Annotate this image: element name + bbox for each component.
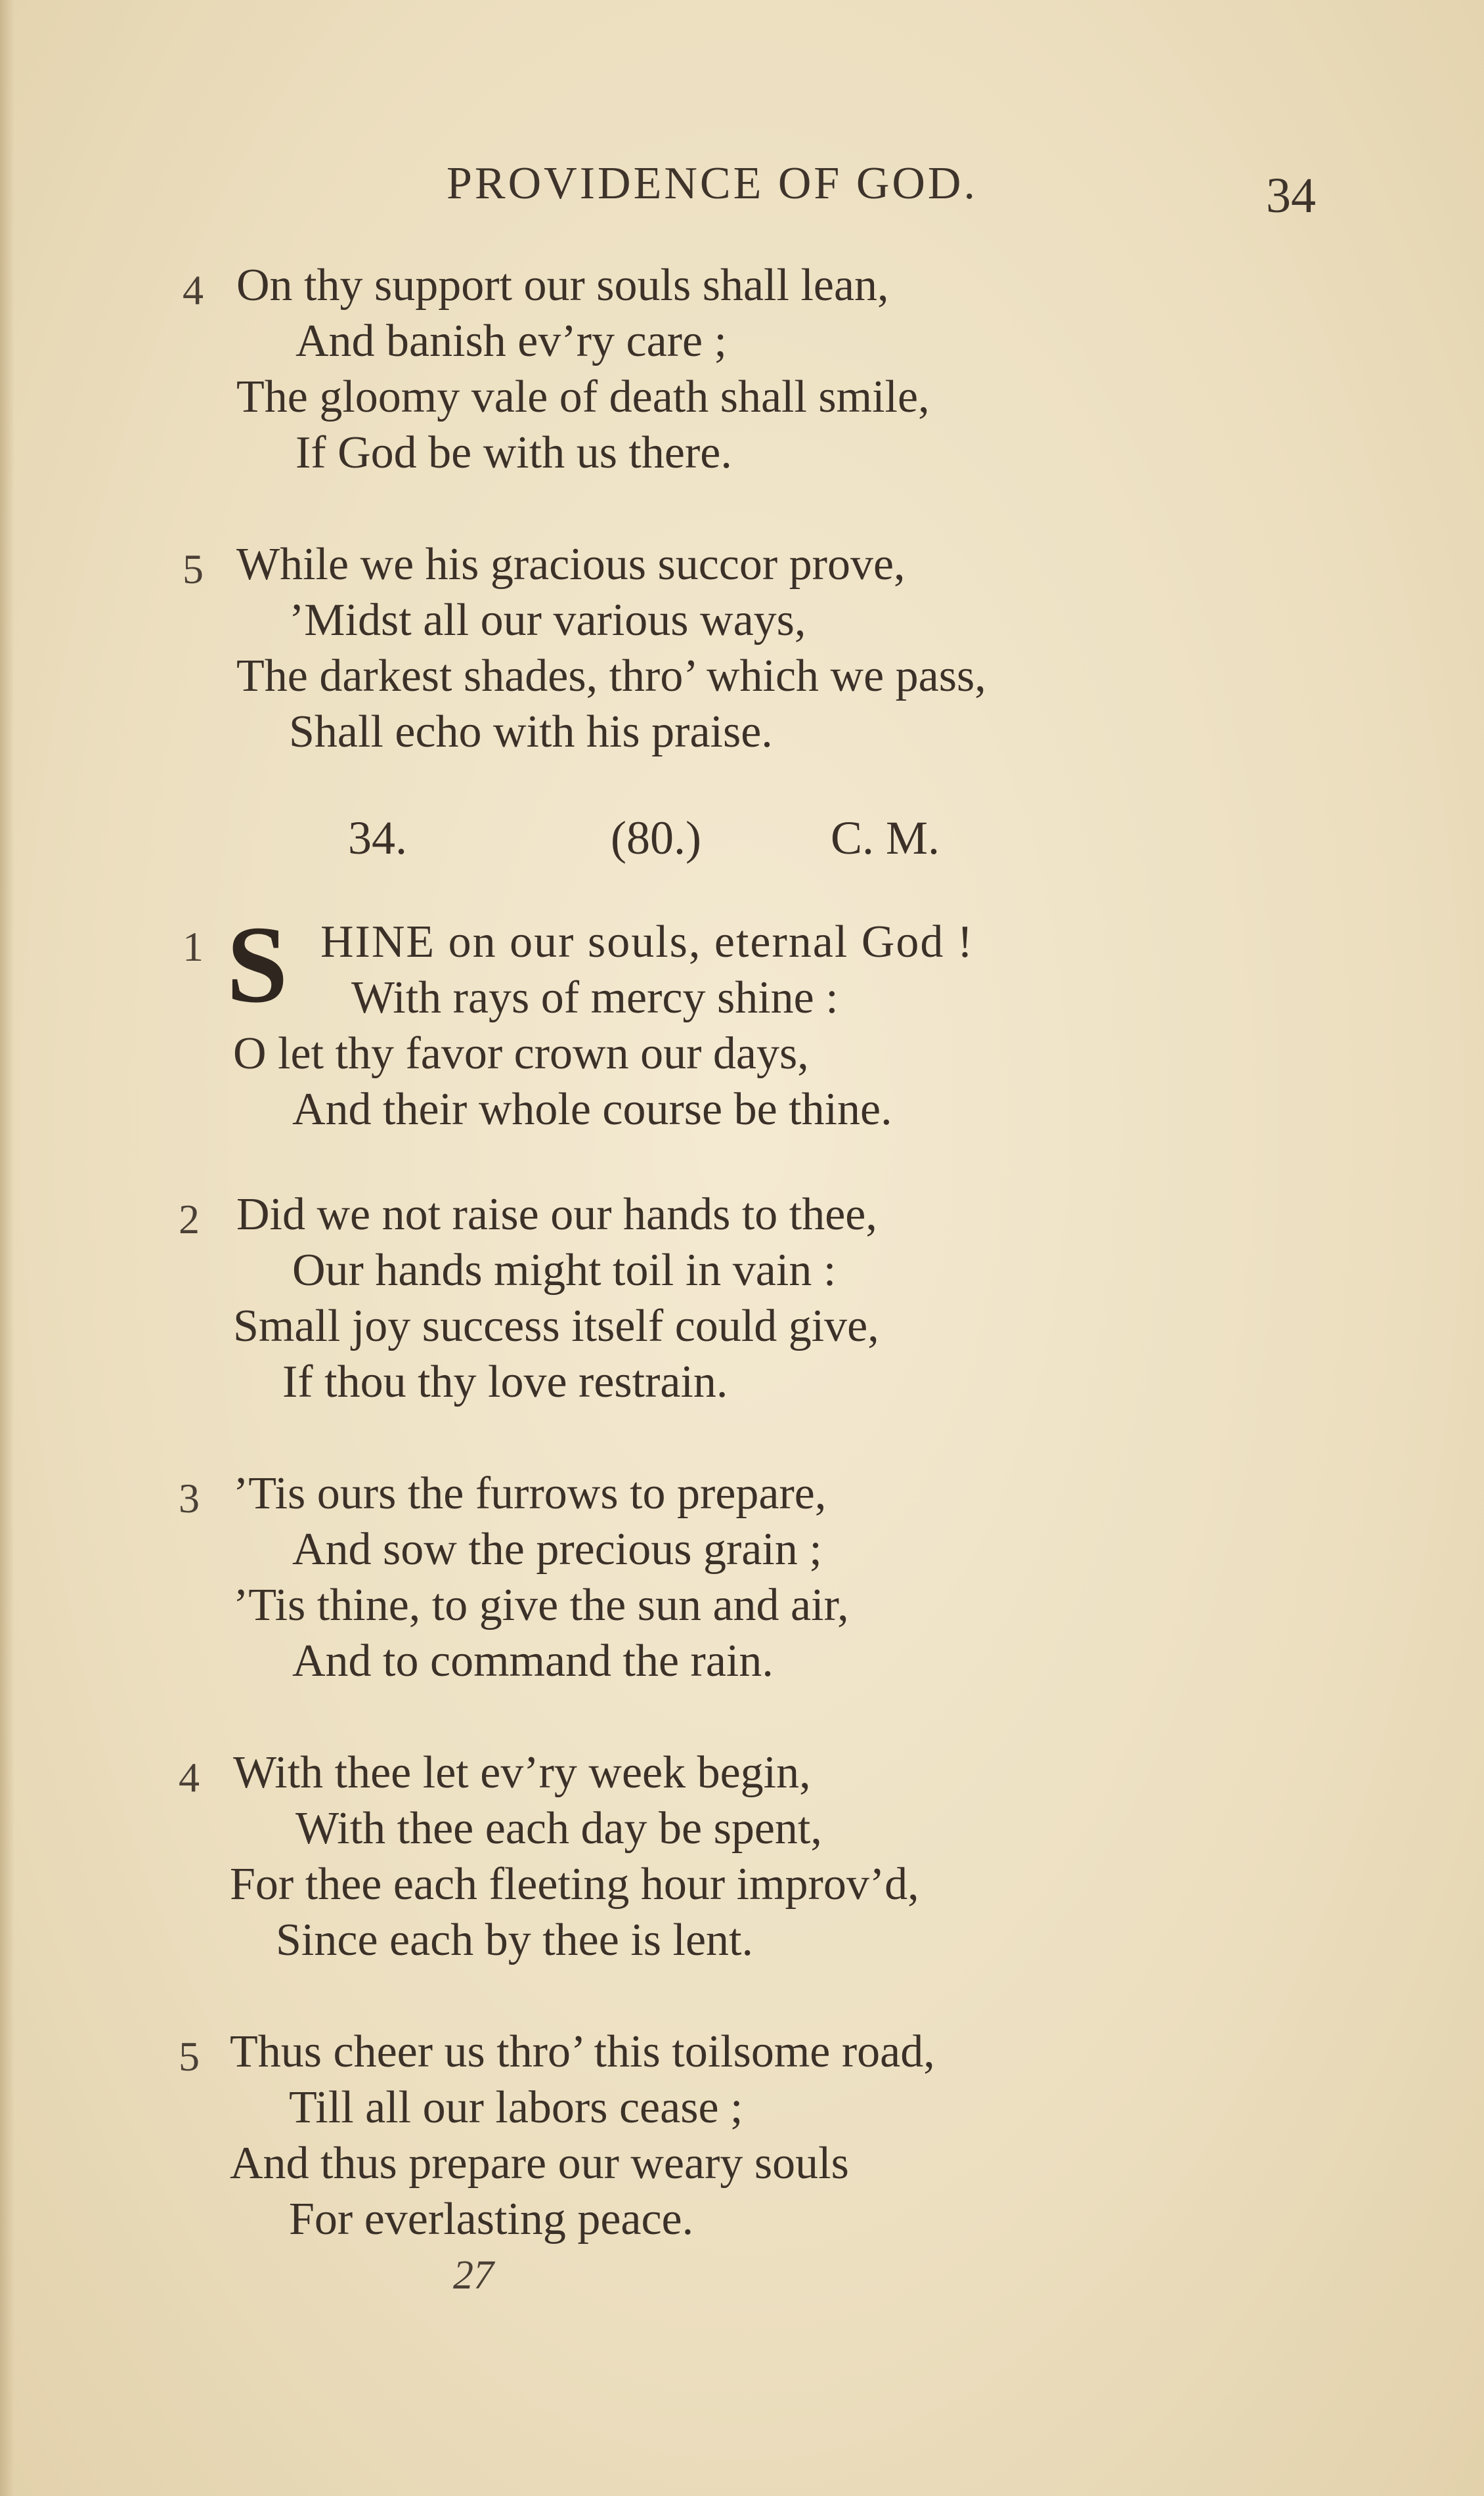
- verse-line: And sow the precious grain ;: [292, 1524, 822, 1575]
- drop-cap: S: [227, 904, 288, 1026]
- page-number: 34: [1266, 168, 1316, 223]
- verse-line: HINE on our souls, eternal God !: [320, 917, 974, 967]
- hymn-number: 34.: [348, 812, 407, 864]
- stanza-number: 4: [179, 1754, 200, 1801]
- verse-line: ’Tis thine, to give the sun and air,: [233, 1580, 849, 1631]
- verse-line: With thee let ev’ry week begin,: [233, 1747, 811, 1798]
- verse-line: For everlasting peace.: [289, 2194, 694, 2244]
- verse-line: And banish ev’ry care ;: [295, 316, 727, 366]
- verse-line: With rays of mercy shine :: [351, 973, 839, 1023]
- running-head: PROVIDENCE OF GOD.: [447, 158, 978, 209]
- verse-line: The gloomy vale of death shall smile,: [236, 372, 930, 422]
- stanza-number: 5: [179, 2033, 200, 2080]
- stanza-number: 1: [183, 923, 204, 970]
- verse-line: Our hands might toil in vain :: [292, 1245, 837, 1296]
- verse-line: And thus prepare our weary souls: [230, 2138, 849, 2189]
- stanza-number: 3: [179, 1475, 200, 1522]
- verse-line: Did we not raise our hands to thee,: [236, 1189, 877, 1240]
- verse-line: With thee each day be spent,: [295, 1803, 822, 1854]
- stanza-number: 2: [179, 1196, 200, 1242]
- verse-line: Thus cheer us thro’ this toilsome road,: [230, 2026, 935, 2077]
- verse-line: Till all our labors cease ;: [289, 2082, 743, 2133]
- stanza-number: 4: [183, 267, 204, 313]
- verse-line: And to command the rain.: [292, 1636, 774, 1686]
- signature-mark: 27: [453, 2253, 494, 2298]
- verse-line: If thou thy love restrain.: [282, 1357, 728, 1407]
- verse-line: While we his gracious succor prove,: [236, 539, 906, 590]
- verse-line: Since each by thee is lent.: [276, 1915, 753, 1965]
- stanza-number: 5: [183, 546, 204, 592]
- verse-line: O let thy favor crown our days,: [233, 1028, 809, 1079]
- verse-line: ’Midst all our various ways,: [289, 595, 806, 646]
- verse-line: The darkest shades, thro’ which we pass,: [236, 651, 986, 701]
- verse-line: If God be with us there.: [295, 427, 732, 478]
- verse-line: Shall echo with his praise.: [289, 707, 773, 757]
- verse-line: On thy support our souls shall lean,: [236, 260, 889, 311]
- verse-line: ’Tis ours the furrows to prepare,: [233, 1468, 827, 1519]
- hymn-alt-number: (80.): [611, 812, 701, 864]
- hymn-meter: C. M.: [831, 812, 940, 864]
- verse-line: Small joy success itself could give,: [233, 1301, 879, 1351]
- verse-line: For thee each fleeting hour improv’d,: [230, 1859, 919, 1910]
- verse-line: And their whole course be thine.: [292, 1084, 892, 1135]
- page-edge-shadow: [0, 0, 14, 2496]
